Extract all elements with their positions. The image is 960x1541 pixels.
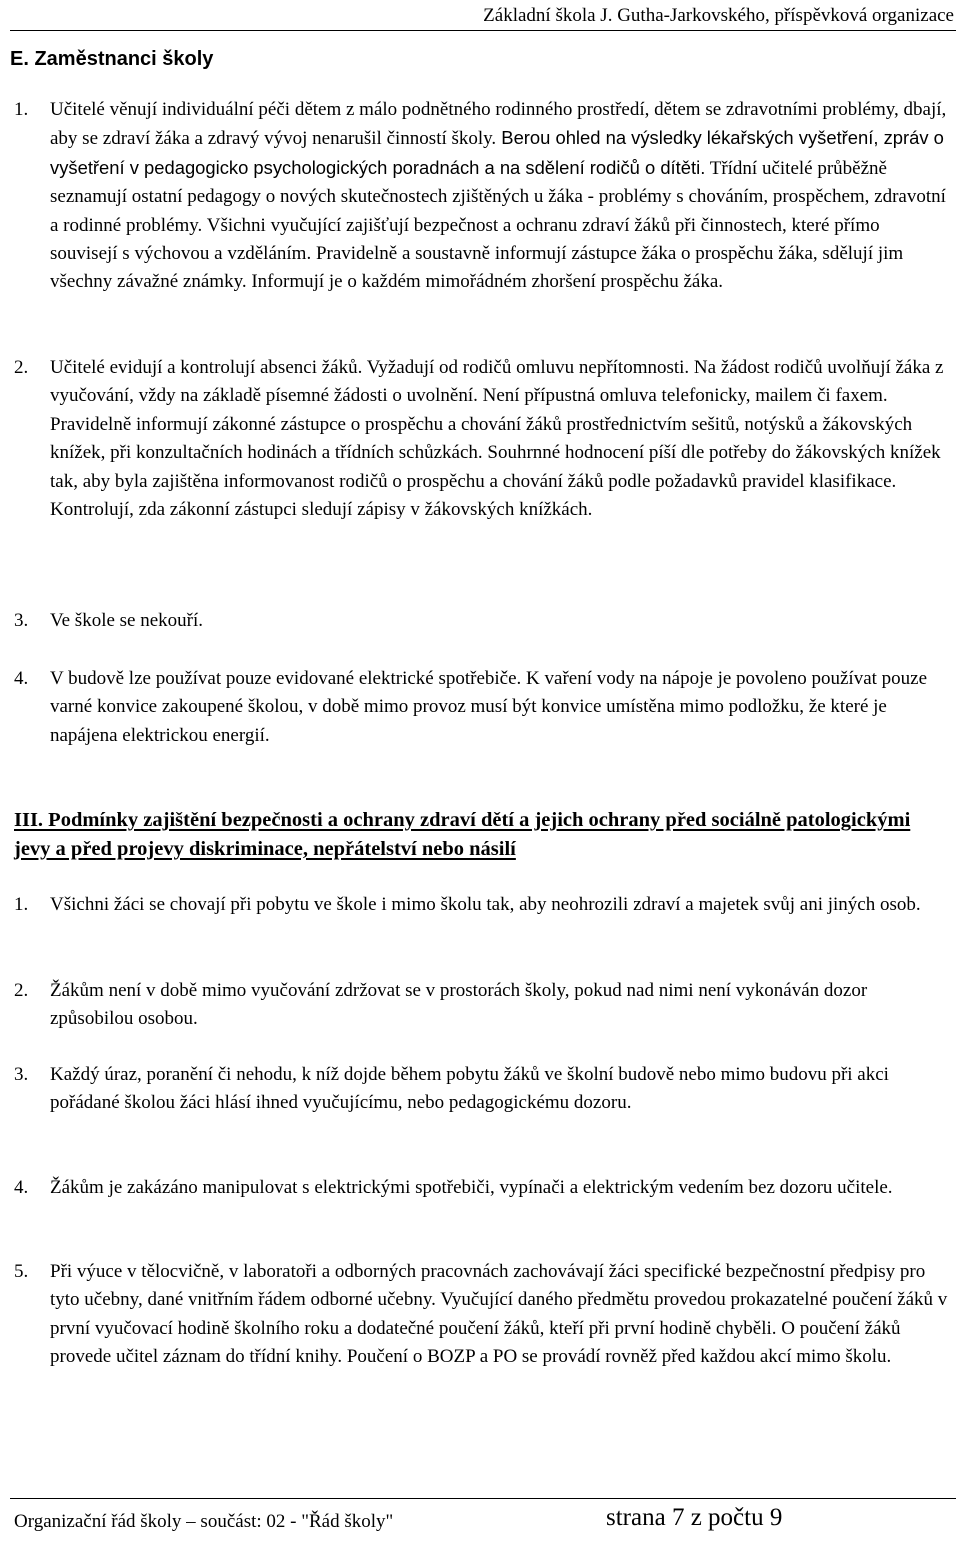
- footer-divider: [10, 1498, 956, 1499]
- item-text: Každý úraz, poranění či nehodu, k níž dojde během pobytu žáků ve školní budově nebo mimo budovu při akci pořádané školou žáci hlásí ihned vyučujícímu, nebo pedagogickému dozoru.: [50, 1064, 889, 1114]
- section-iii-heading: III. Podmínky zajištění bezpečnosti a ochrany zdraví dětí a jejich ochrany před sociálně patologickými jevy a před projevy diskriminace, nepřátelství nebo násilí: [14, 809, 911, 860]
- section-iii-item-1: [0, 891, 950, 919]
- item-number: 2.: [14, 980, 29, 1001]
- item-text-segment: Berou ohled na výsledky lékařských vyšetření, zpráv o vyšetření v pedagogicko psychologických poradnách a na sdělení rodičů o dítěti.: [50, 127, 944, 178]
- header-divider: [10, 30, 956, 31]
- item-number: 5.: [14, 1261, 29, 1282]
- header-school-name: Základní škola J. Gutha-Jarkovského, příspěvková organizace: [483, 5, 954, 26]
- section-e-item-3: [0, 607, 950, 635]
- section-iii-item-5: [0, 1258, 950, 1372]
- section-iii-item-2: [0, 977, 950, 1034]
- item-text: V budově lze používat pouze evidované elektrické spotřebiče. K vaření vody na nápoje je povoleno používat pouze varné konvice zakoupené školou, v době mimo provoz musí být konvice umístěna mimo podložku, že které je napájena elektrickou energií.: [50, 668, 928, 746]
- footer-document-title: Organizační řád školy – součást: 02 - "Řád školy": [14, 1511, 394, 1532]
- item-number: 4.: [14, 668, 29, 689]
- section-e-item-2: [0, 354, 950, 524]
- section-e-title: E. Zaměstnanci školy: [10, 48, 214, 70]
- section-e-item-4: [0, 665, 950, 750]
- item-text: Všichni žáci se chovají při pobytu ve škole i mimo školu tak, aby neohrozili zdraví a majetek svůj ani jiných osob.: [50, 894, 921, 915]
- item-text: Při výuce v tělocvičně, v laboratoři a odborných pracovnách zachovávají žáci specifické bezpečnostní předpisy pro tyto učebny, dané vnitřním řádem odborné učebny. Vyučující daného předmětu provedou prokazatelné poučení žáků v první vyučovací hodině školního roku a dodatečné poučení žáků, kteří při první hodině chyběli. O poučení žáků provede učitel záznam do třídní knihy. Poučení o BOZP a PO se provádí rovněž před každou akcí mimo školu.: [50, 1261, 948, 1368]
- item-text-segment: Učitelé věnují individuální péči dětem z málo podnětného rodinného prostředí, dětem se zdravotními problémy, dbají, aby se zdraví žáka a zdravý vývoj nenarušil činností školy.: [50, 99, 947, 150]
- item-number: 3.: [14, 610, 29, 631]
- item-text: [50, 96, 950, 297]
- item-text: Učitelé evidují a kontrolují absenci žáků. Vyžadují od rodičů omluvu nepřítomnosti. Na žádost rodičů uvolňují žáka z vyučování, vždy na základě písemné žádosti o uvolnění. Není přípustná omluva telefonicky, mailem či faxem. Pravidelně informují zákonné zástupce o prospěchu a chování žáků prostřednictvím sešitů, notýsků a žákovských knížek, při konzultačních hodinách a třídních schůzkách. Souhrnné hodnocení píší dle potřeby do žákovských knížek tak, aby byla zajištěna informovanost rodičů o prospěchu a chování žáků podle požadavků pravidel klasifikace. Kontrolují, zda zákonní zástupci sledují zápisy v žákovských knížkách.: [50, 357, 944, 521]
- item-text-segment: Třídní učitelé průběžně seznamují ostatní pedagogy o nových skutečnostech zjištěných u žáka - problémy s chováním, prospěchem, zdravotní a rodinné problémy.: [50, 157, 946, 236]
- item-text: Žákům není v době mimo vyučování zdržovat se v prostorách školy, pokud nad nimi není vykonáván dozor způsobilou osobou.: [50, 980, 868, 1030]
- section-iii-item-3: [0, 1061, 950, 1118]
- item-number: 2.: [14, 357, 29, 378]
- item-number: 1.: [14, 894, 29, 915]
- item-number: 1.: [14, 99, 29, 120]
- item-number: 4.: [14, 1177, 29, 1198]
- item-text-segment: Všichni vyučující zajišťují bezpečnost a ochranu zdraví žáků při činnostech, které přímo souvisejí s výchovou a vzděláním. Pravidelně a soustavně informují zástupce žáka o prospěchu žáka, sdělují jim všechny závažné známky. Informují je o každém mimořádném zhoršení prospěchu žáka.: [50, 214, 904, 293]
- item-number: 3.: [14, 1064, 29, 1085]
- item-text: Žákům je zakázáno manipulovat s elektrickými spotřebiči, vypínači a elektrickým vedením bez dozoru učitele.: [50, 1177, 893, 1198]
- item-text: Ve škole se nekouří.: [50, 610, 204, 631]
- section-e-item-1: [0, 96, 950, 297]
- section-iii-item-4: [0, 1174, 950, 1202]
- footer-page-number: strana 7 z počtu 9: [606, 1504, 783, 1531]
